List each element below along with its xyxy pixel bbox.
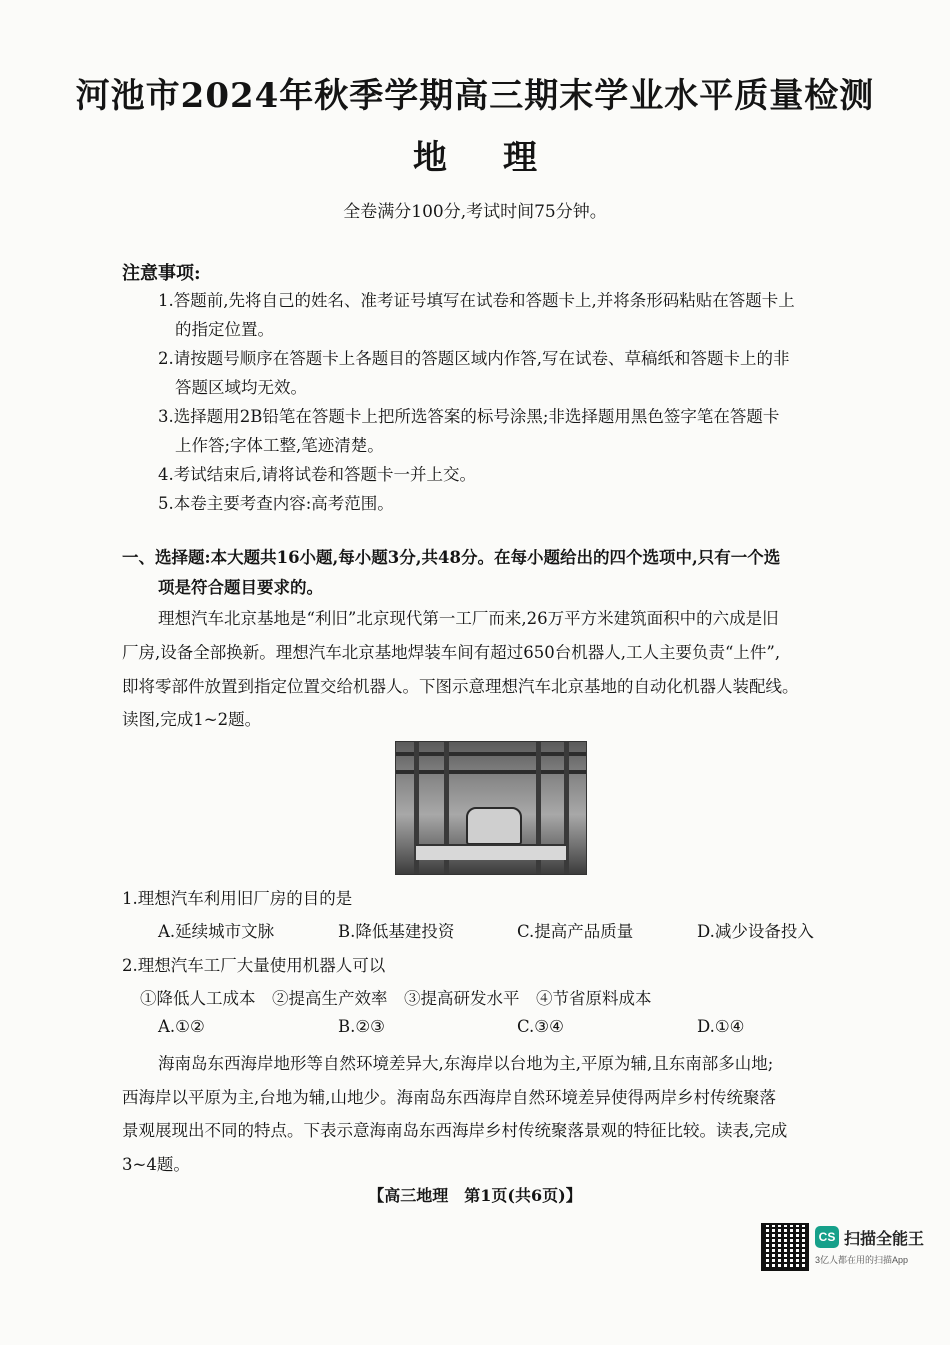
q1-option-d: D.减少设备投入 — [697, 922, 814, 941]
note-line: 4.考试结束后,请将试卷和答题卡一并上交。 — [158, 465, 476, 484]
note-line: 答题区域均无效。 — [175, 378, 307, 397]
q2-option-b: B.②③ — [338, 1017, 385, 1036]
page-footer: 【高三地理 第1页(共6页)】 — [368, 1186, 582, 1205]
note-line: 的指定位置。 — [175, 320, 274, 339]
note-line: 5.本卷主要考查内容:高考范围。 — [158, 494, 394, 513]
question-2-stem: 2.理想汽车工厂大量使用机器人可以 — [122, 956, 386, 975]
qr-code-icon — [761, 1223, 809, 1271]
exam-title: 河池市2024年秋季学期高三期末学业水平质量检测 — [75, 76, 875, 116]
camscanner-name: 扫描全能王 — [844, 1231, 925, 1248]
passage-line: 厂房,设备全部换新。理想汽车北京基地焊装车间有超过650台机器人,工人主要负责“上件”, — [122, 643, 781, 662]
note-line: 2.请按题号顺序在答题卡上各题目的答题区域内作答,写在试卷、草稿纸和答题卡上的非 — [158, 349, 790, 368]
robot-assembly-line-photo — [395, 741, 587, 875]
q1-option-c: C.提高产品质量 — [517, 922, 634, 941]
passage-line: 海南岛东西海岸地形等自然环境差异大,东海岸以台地为主,平原为辅,且东南部多山地; — [158, 1054, 774, 1073]
note-line: 3.选择题用2B铅笔在答题卡上把所选答案的标号涂黑;非选择题用黑色签字笔在答题卡 — [158, 407, 780, 426]
passage-line: 理想汽车北京基地是“利旧”北京现代第一工厂而来,26万平方米建筑面积中的六成是旧 — [158, 609, 779, 628]
subject-title: 地理 — [413, 138, 593, 178]
notes-heading: 注意事项: — [122, 263, 201, 284]
q2-items: ①降低人工成本 ②提高生产效率 ③提高研发水平 ④节省原料成本 — [140, 989, 652, 1008]
note-line: 1.答题前,先将自己的姓名、准考证号填写在试卷和答题卡上,并将条形码粘贴在答题卡上 — [158, 291, 795, 310]
note-line: 上作答;字体工整,笔迹清楚。 — [175, 436, 384, 455]
section-heading: 一、选择题:本大题共16小题,每小题3分,共48分。在每小题给出的四个选项中,只有一个选 — [122, 548, 781, 567]
passage-line: 读图,完成1~2题。 — [122, 710, 262, 729]
passage-line: 即将零部件放置到指定位置交给机器人。下图示意理想汽车北京基地的自动化机器人装配线。 — [122, 677, 799, 696]
q2-option-c: C.③④ — [517, 1017, 564, 1036]
camscanner-tagline: 3亿人都在用的扫描App — [815, 1255, 909, 1265]
q2-option-d: D.①④ — [697, 1017, 745, 1036]
q1-option-b: B.降低基建投资 — [338, 922, 455, 941]
exam-info: 全卷满分100分,考试时间75分钟。 — [343, 202, 607, 222]
question-1-stem: 1.理想汽车利用旧厂房的目的是 — [122, 889, 353, 908]
camscanner-logo-icon: CS — [815, 1226, 839, 1248]
section-heading: 项是符合题目要求的。 — [158, 578, 323, 597]
passage-line: 景观展现出不同的特点。下表示意海南岛东西海岸乡村传统聚落景观的特征比较。读表,完成 — [122, 1121, 788, 1140]
q1-option-a: A.延续城市文脉 — [158, 922, 275, 941]
passage-line: 西海岸以平原为主,台地为辅,山地少。海南岛东西海岸自然环境差异使得两岸乡村传统聚落 — [122, 1088, 776, 1107]
passage-line: 3~4题。 — [122, 1155, 190, 1174]
q2-option-a: A.①② — [158, 1017, 205, 1036]
